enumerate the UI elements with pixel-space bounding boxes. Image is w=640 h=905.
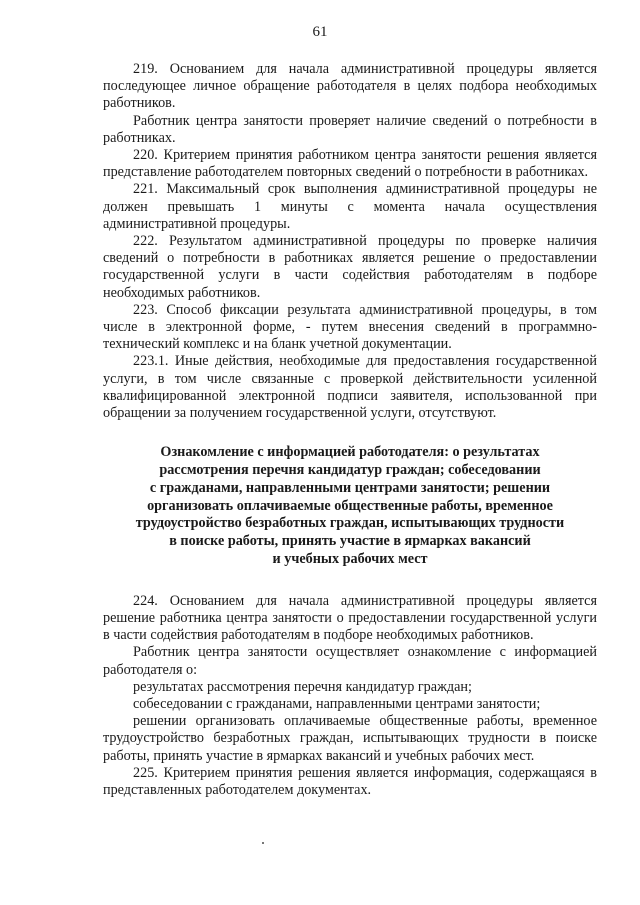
paragraph-219: 219. Основанием для начала административной процедуры является последующее личное обращение работодателя в целях подбора необходимых работников.: [103, 61, 597, 112]
section-heading-line: с гражданами, направленными центрами занятости; решении: [149, 479, 551, 496]
section-heading-line: Ознакомление с информацией работодателя: о результатах: [160, 444, 540, 461]
paragraph-224-info: Работник центра занятости осуществляет ознакомление с информацией работодателя о:: [103, 644, 597, 678]
paragraph-224: 224. Основанием для начала административной процедуры является решение работника центра занятости о предоставлении государственной услуги в части содействия работодателям в подборе необходимых работников.: [103, 592, 597, 644]
scan-speck: [262, 842, 264, 844]
paragraph-220: 220. Критерием принятия работником центра занятости решения является представление работодателем повторных сведений о потребности в работниках.: [103, 147, 597, 181]
page-number: 61: [312, 24, 328, 40]
section-heading-line: организовать оплачиваемые общественные работы, временное: [147, 497, 553, 514]
section-heading-line: трудоустройство безработных граждан, испытывающих трудности: [135, 515, 565, 532]
section-heading-line: и учебных рабочих мест: [272, 551, 428, 568]
list-item-decision: решении организовать оплачиваемые общественные работы, временное трудоустройство безработных граждан, испытывающих трудности в поиске работы, принять участие в ярмарках вакансий и учебных рабочих мест.: [103, 713, 597, 764]
list-item-results: результатах рассмотрения перечня кандидатур граждан;: [133, 678, 472, 695]
section-heading: [103, 444, 597, 569]
paragraph-223-1: 223.1. Иные действия, необходимые для предоставления государственной услуги, в том числе связанные с проверкой действительности усиленной квалифицированной электронной подписи заявителя, использованной при обращении за получением государственной услуги, отсутствуют.: [103, 353, 597, 422]
paragraph-221: 221. Максимальный срок выполнения административной процедуры не должен превышать 1 минуты с момента начала осуществления административной процедуры.: [103, 181, 597, 232]
list-item-interviews: собеседовании с гражданами, направленными центрами занятости;: [133, 696, 541, 713]
section-heading-line: рассмотрения перечня кандидатур граждан; собеседовании: [159, 462, 541, 479]
document-body: [103, 61, 597, 799]
paragraph-225: 225. Критерием принятия решения является информация, содержащаяся в представленных работодателем документах.: [103, 764, 597, 799]
section-heading-line: в поиске работы, принять участие в ярмарках вакансий: [169, 533, 531, 550]
paragraph-223: 223. Способ фиксации результата административной процедуры, в том числе в электронной форме, - путем внесения сведений в программно-технический комплекс и на бланк учетной документации.: [103, 301, 597, 353]
paragraph-222: 222. Результатом административной процедуры по проверке наличия сведений о потребности в работниках является решение о предоставлении государственной услуги в части содействия работодателям в подборе необходимых работников.: [103, 233, 597, 301]
paragraph-219-check: Работник центра занятости проверяет наличие сведений о потребности в работниках.: [103, 112, 597, 146]
